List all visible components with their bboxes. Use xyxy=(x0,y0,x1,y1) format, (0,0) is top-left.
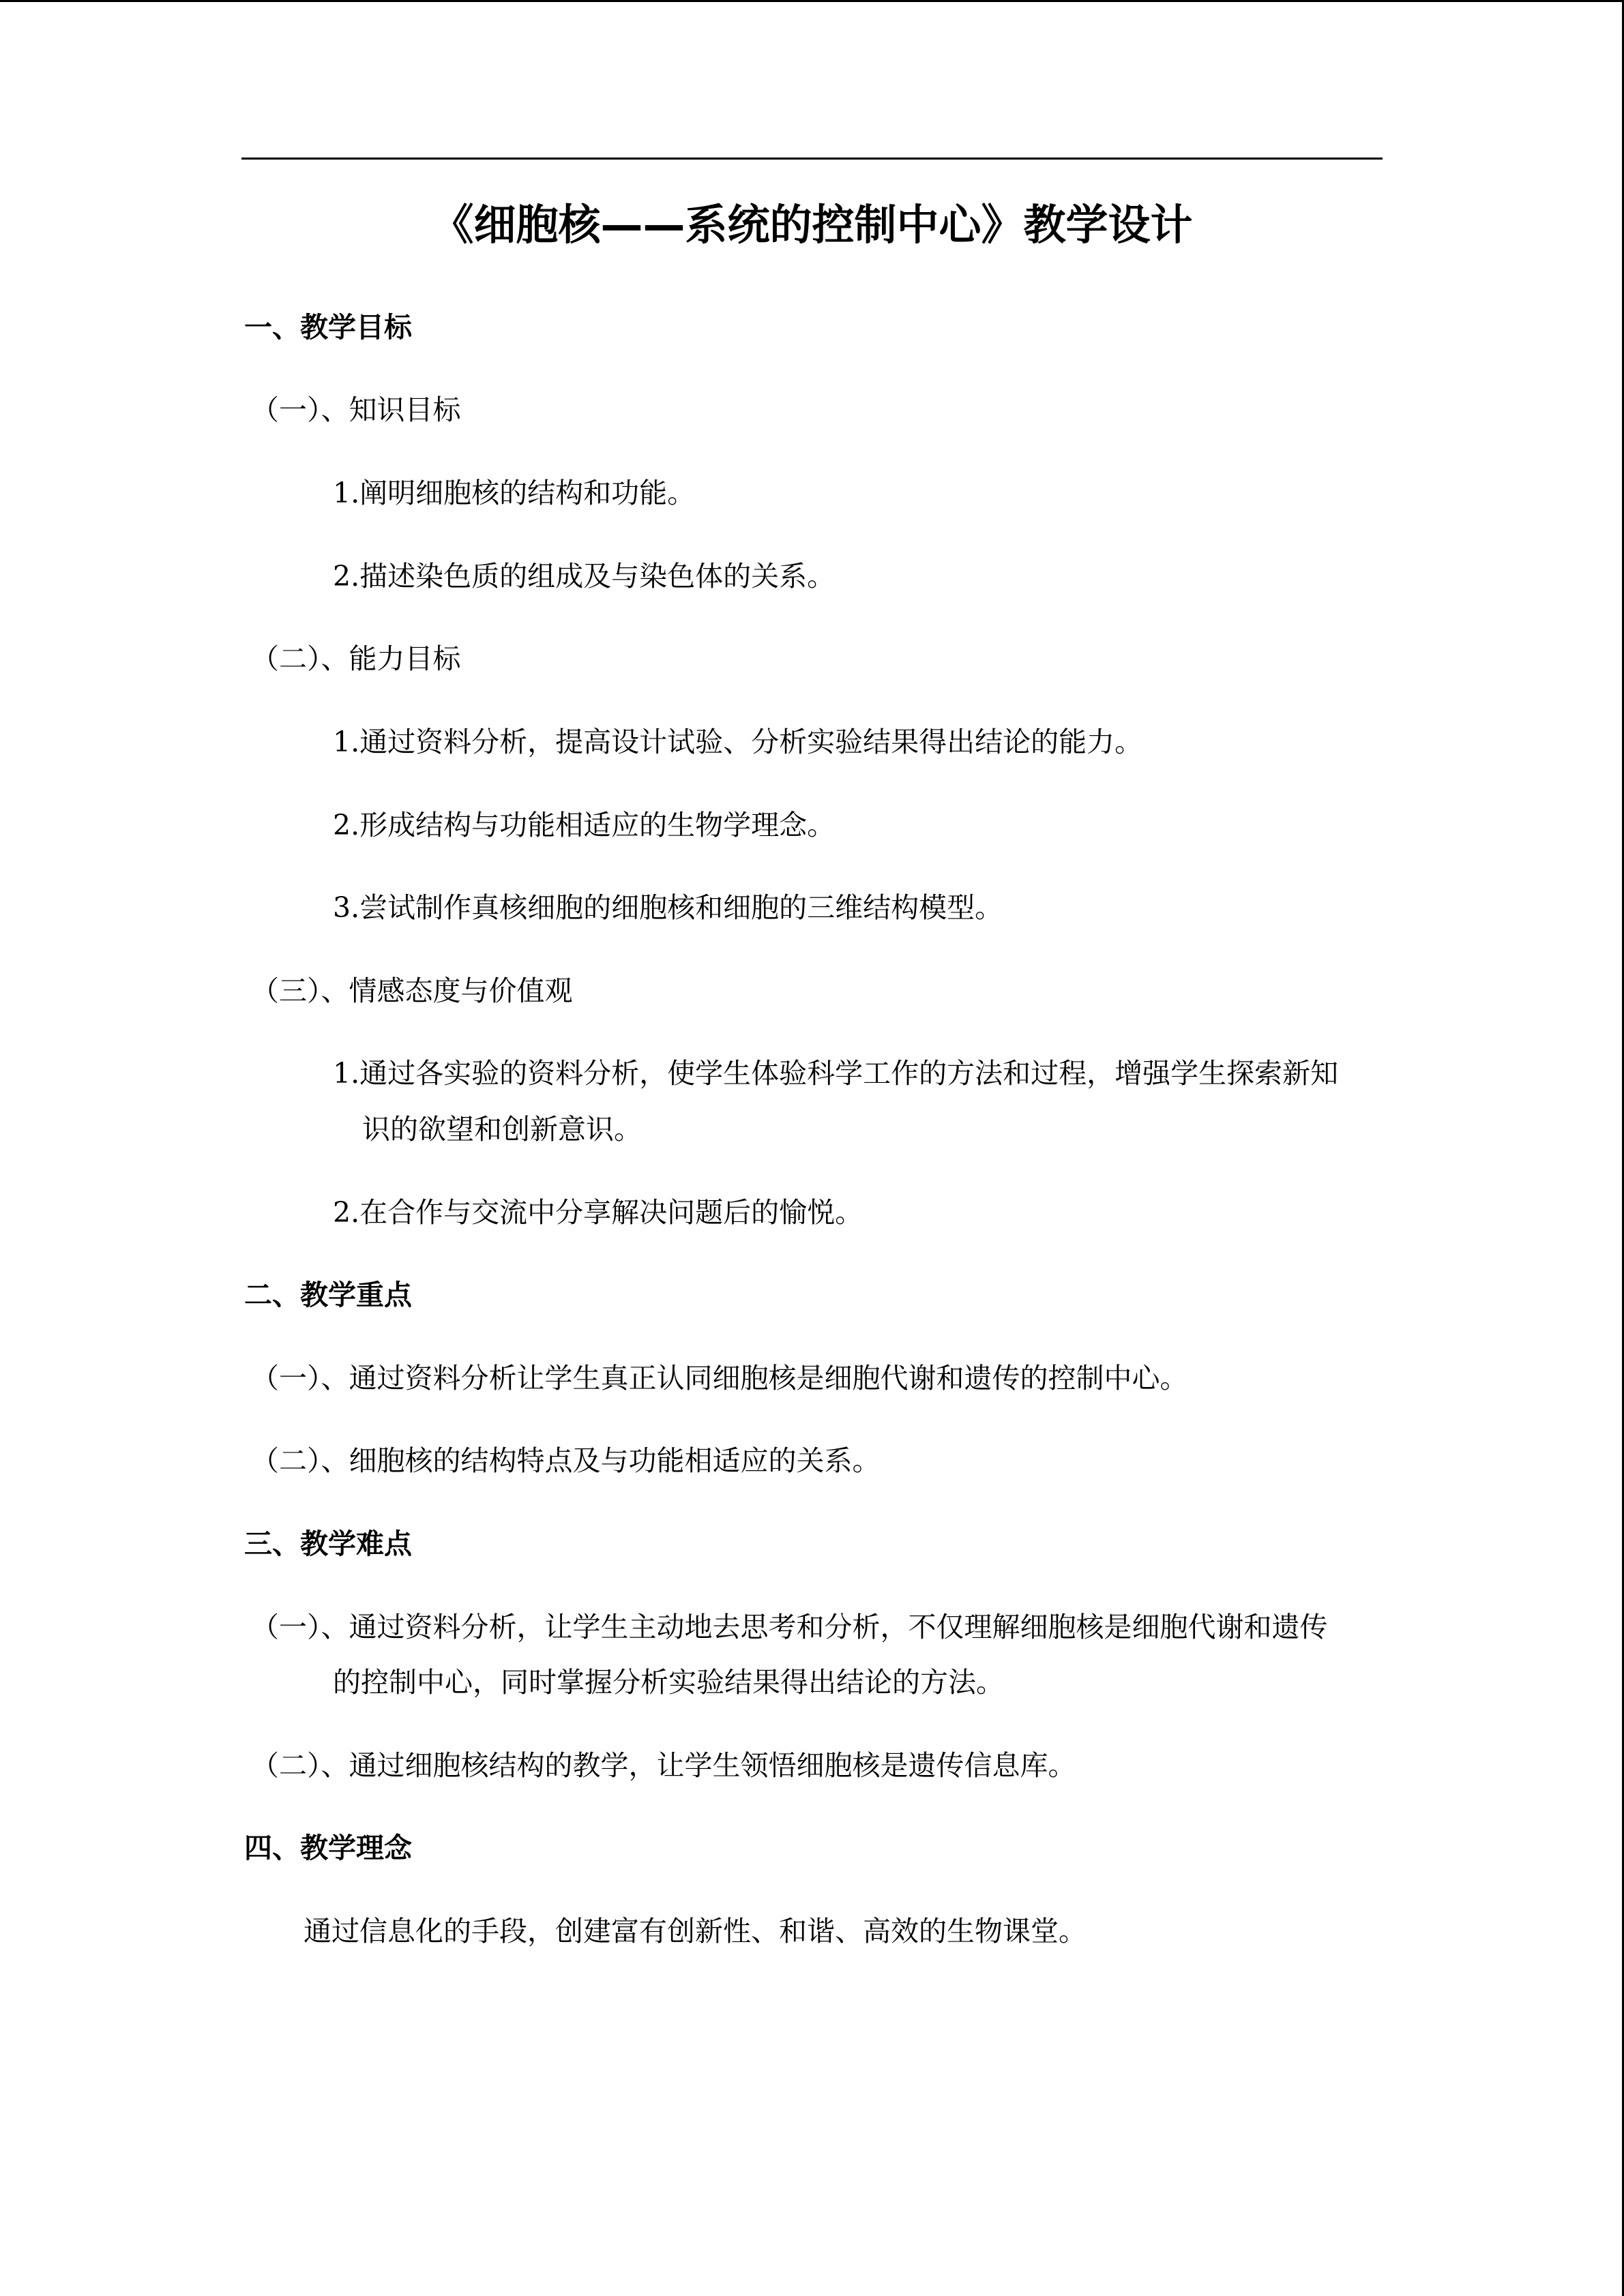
section-heading-key-points: 二、教学重点 xyxy=(244,1279,412,1311)
header-rule xyxy=(241,158,1383,160)
objective-item: 2.描述染色质的组成及与染色体的关系。 xyxy=(333,560,836,593)
document-title: 《细胞核——系统的控制中心》教学设计 xyxy=(431,200,1193,250)
objective-item-line1: 1.通过各实验的资料分析，使学生体验科学工作的方法和过程，增强学生探索新知 xyxy=(333,1057,1339,1090)
section-heading-difficulties: 三、教学难点 xyxy=(244,1527,412,1560)
section-heading-teaching-objectives: 一、教学目标 xyxy=(244,311,412,344)
philosophy-text: 通过信息化的手段，创建富有创新性、和谐、高效的生物课堂。 xyxy=(304,1915,1087,1948)
difficulty-line2: 的控制中心，同时掌握分析实验结果得出结论的方法。 xyxy=(333,1666,1004,1699)
key-point: （二）、细胞核的结构特点及与功能相适应的关系。 xyxy=(251,1444,881,1477)
objective-item: 3.尝试制作真核细胞的细胞核和细胞的三维结构模型。 xyxy=(333,891,1003,924)
difficulty: （二）、通过细胞核结构的教学，让学生领悟细胞核是遗传信息库。 xyxy=(251,1749,1076,1782)
objective-item: 2.形成结构与功能相适应的生物学理念。 xyxy=(333,809,836,841)
objective-item: 2.在合作与交流中分享解决问题后的愉悦。 xyxy=(333,1196,863,1229)
subsection-label-ability: （二）、能力目标 xyxy=(251,642,461,675)
section-heading-teaching-philosophy: 四、教学理念 xyxy=(244,1832,412,1864)
difficulty-line1: （一）、通过资料分析，让学生主动地去思考和分析，不仅理解细胞核是细胞代谢和遗传 xyxy=(251,1611,1328,1643)
subsection-label-attitude-values: （三）、情感态度与价值观 xyxy=(251,974,573,1007)
subsection-label-knowledge: （一）、知识目标 xyxy=(251,393,461,426)
objective-item-line2: 识的欲望和创新意识。 xyxy=(362,1113,642,1146)
page-top-border xyxy=(0,0,1624,2)
objective-item: 1.阐明细胞核的结构和功能。 xyxy=(333,477,696,509)
objective-item: 1.通过资料分析，提高设计试验、分析实验结果得出结论的能力。 xyxy=(333,726,1143,758)
key-point: （一）、通过资料分析让学生真正认同细胞核是细胞代谢和遗传的控制中心。 xyxy=(251,1362,1188,1395)
